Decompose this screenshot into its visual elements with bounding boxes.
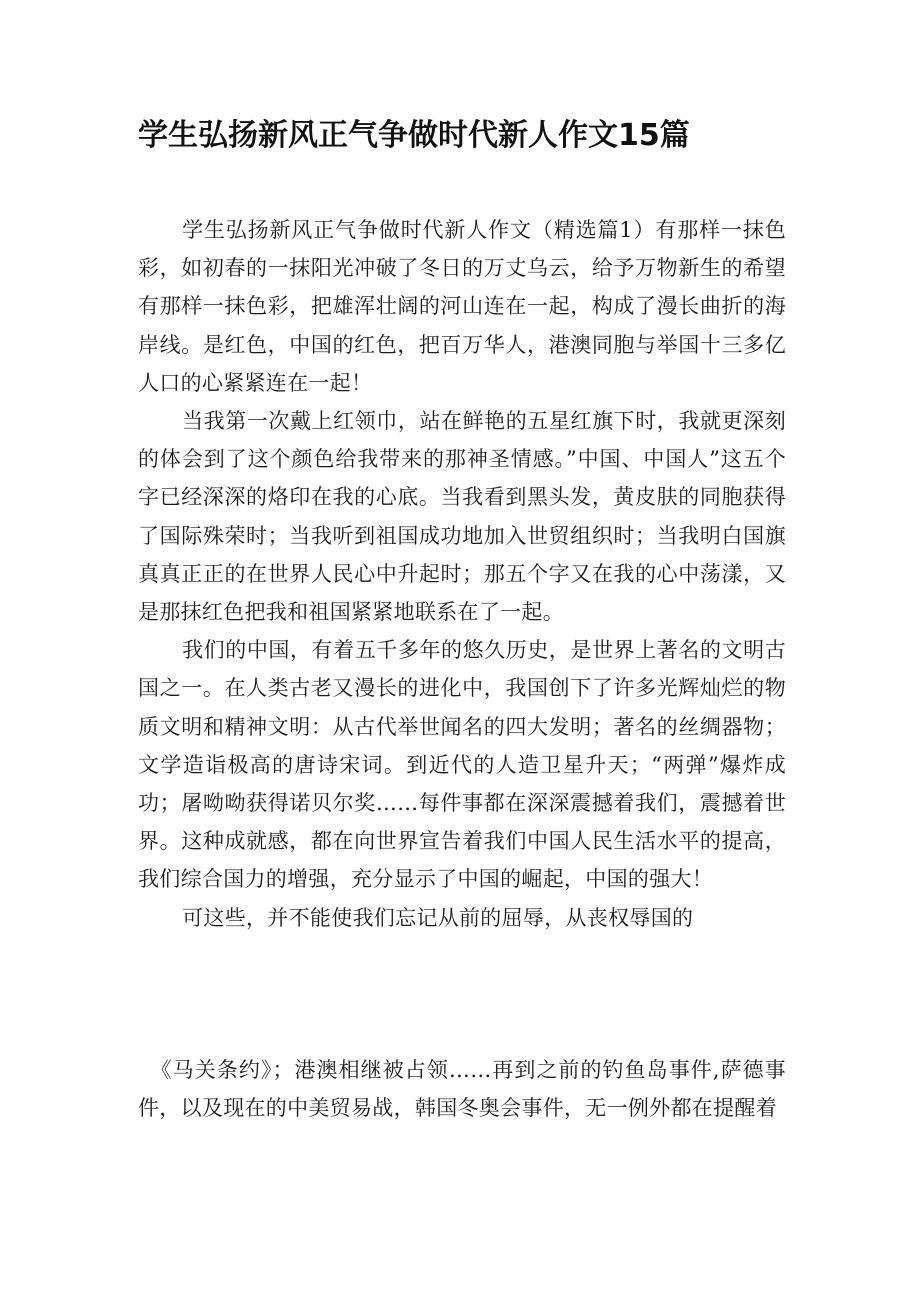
document-body <box>138 211 786 937</box>
document-title: 学生弘扬新风正气争做时代新人作文15篇 <box>138 118 690 153</box>
paragraph: 当我第一次戴上红领巾，站在鲜艳的五星红旗下时，我就更深刻的体会到了这个颜色给我带来的那神圣情感。”中国、中国人”这五个字已经深深的烙印在我的心底。当我看到黑头发，黄皮肤的同胞获得了国际殊荣时；当我听到祖国成功地加入世贸组织时；当我明白国旗真真正正的在世界人民心中升起时；那五个字又在我的心中荡漾，又是那抹红色把我和祖国紧紧地联系在了一起。 <box>138 409 786 625</box>
paragraph: 可这些，并不能使我们忘记从前的屈辱，从丧权辱国的 <box>182 905 694 930</box>
paragraph: 学生弘扬新风正气争做时代新人作文（精选篇1）有那样一抹色彩，如初春的一抹阳光冲破了冬日的万丈乌云，给予万物新生的希望有那样一抹色彩，把雄浑壮阔的河山连在一起，构成了漫长曲折的海岸线。是红色，中国的红色，把百万华人，港澳同胞与举国十三多亿人口的心紧紧连在一起！ <box>138 218 786 395</box>
document-continuation <box>138 1051 786 1127</box>
paragraph: 我们的中国，有着五千多年的悠久历史，是世界上著名的文明古国之一。在人类古老又漫长的进化中，我国创下了许多光辉灿烂的物质文明和精神文明：从古代举世闻名的四大发明；著名的丝绸器物；文学造诣极高的唐诗宋词。到近代的人造卫星升天；“两弹”爆炸成功；屠呦呦获得诺贝尔奖……每件事都在深深震撼着我们，震撼着世界。这种成就感，都在向世界宣告着我们中国人民生活水平的提高，我们综合国力的增强，充分显示了中国的崛起，中国的强大！ <box>138 638 786 892</box>
continuation-paragraph: 《马关条约》；港澳相继被占领……再到之前的钓鱼岛事件,萨德事件，以及现在的中美贸易战，韩国冬奥会事件，无一例外都在提醒着 <box>138 1058 786 1121</box>
